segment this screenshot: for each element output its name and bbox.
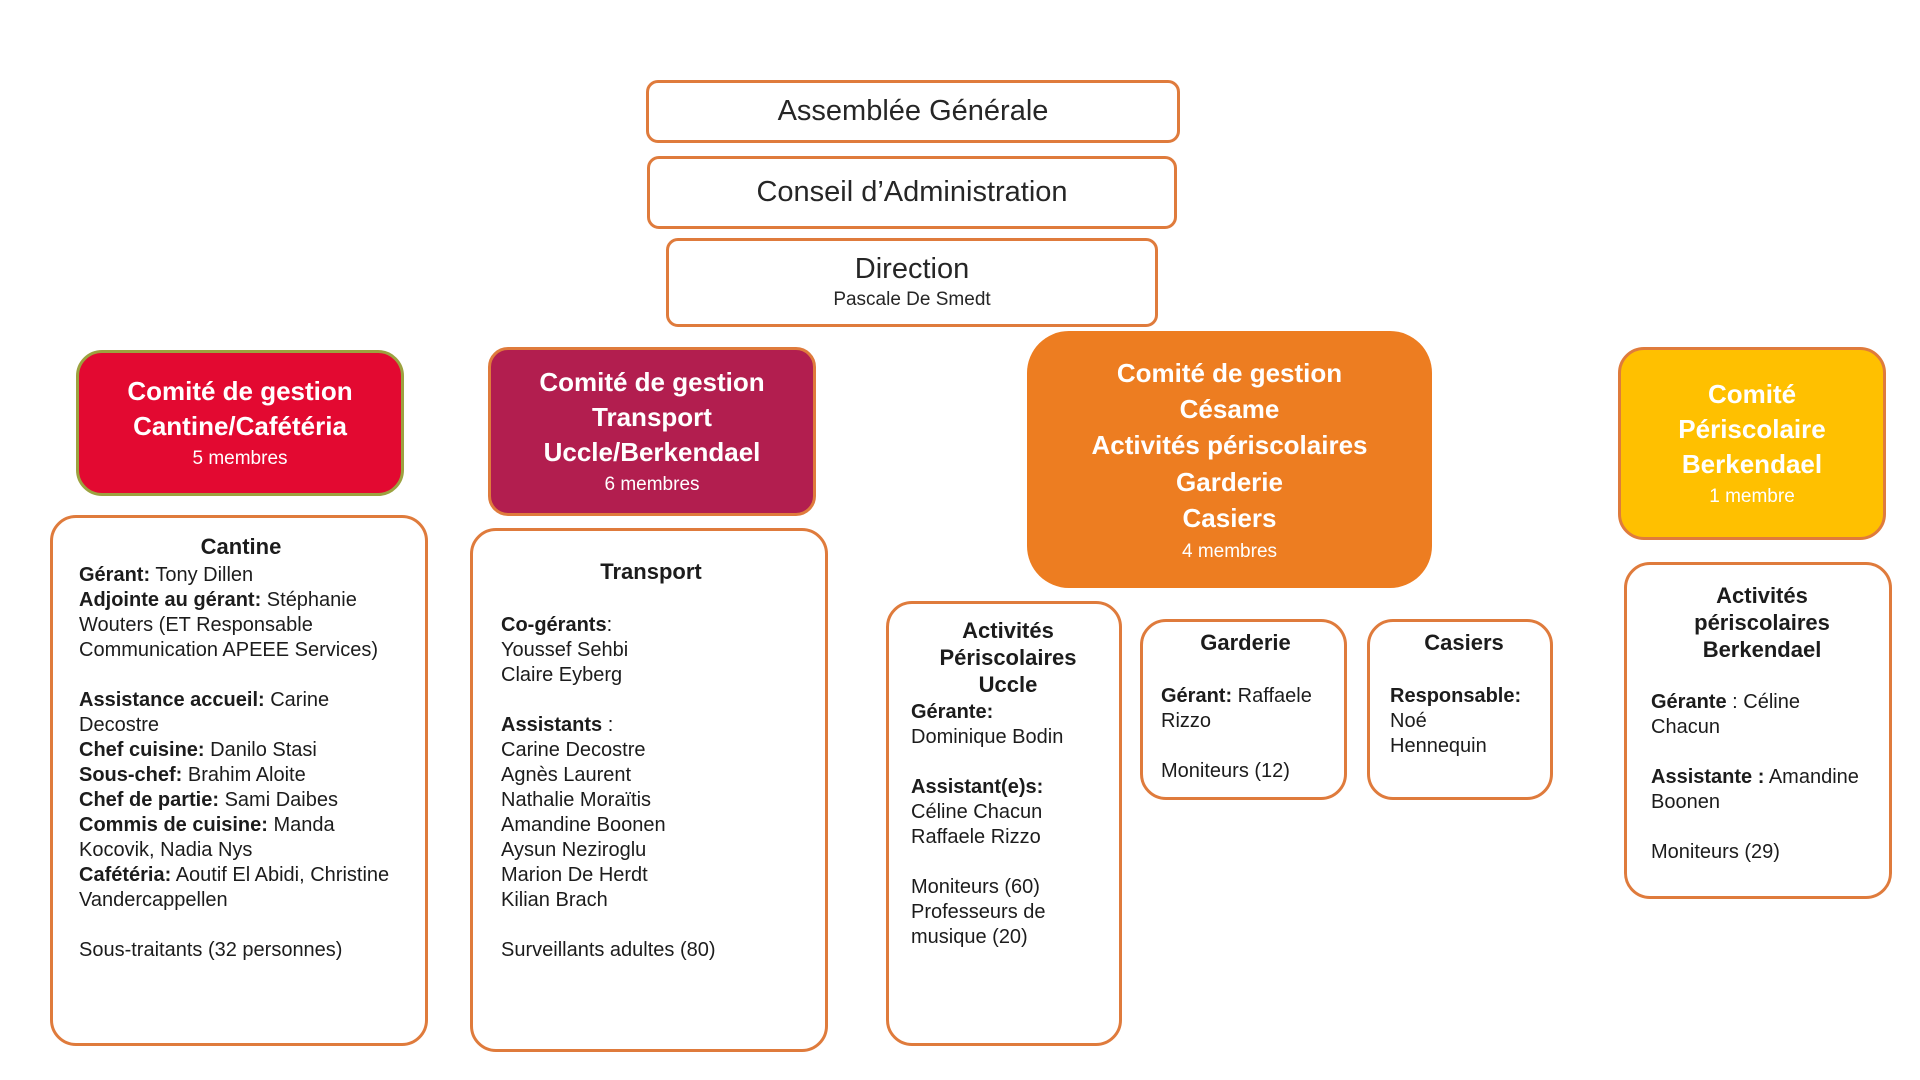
title-line: Périscolaire <box>1678 414 1826 445</box>
detail-row: Céline Chacun <box>911 801 1043 824</box>
detail-row: Raffaele Rizzo <box>911 826 1041 849</box>
title-line: Berkendael <box>1681 449 1823 480</box>
detail-row <box>501 913 801 938</box>
comite-cantine-cafeteria-box <box>76 350 404 496</box>
casiers-box <box>1367 619 1553 800</box>
detail-row: Hennequin <box>1390 734 1487 757</box>
ap-uccle-body <box>911 700 1105 950</box>
direction-name: Pascale De Smedt <box>833 288 991 310</box>
detail-row: Adjointe au gérant: Stéphanie Wouters (ET Responsable Communication APEEE Services) <box>79 588 379 661</box>
ap-berkendael-body <box>1651 665 1873 865</box>
title-line: Activités périscolaires <box>1091 430 1368 461</box>
title-line: Césame <box>1179 394 1280 425</box>
title-line: Périscolaires <box>939 644 1077 670</box>
title-line: Garderie <box>1200 630 1291 655</box>
assemblee-generale-title: Assemblée Générale <box>777 94 1049 127</box>
title-line: Cantine/Cafétéria <box>133 411 347 442</box>
detail-row <box>1651 740 1873 765</box>
ap-berkendael-title <box>1651 583 1873 663</box>
title-line: Cantine <box>200 534 282 559</box>
detail-row: Amandine Boonen <box>501 813 666 836</box>
title-line: Activités <box>1716 583 1808 608</box>
activites-periscolaires-uccle-box <box>886 601 1122 1046</box>
ap-uccle-title <box>911 618 1105 698</box>
detail-row: Cafétéria: Aoutif El Abidi, Christine Vandercappellen <box>79 863 390 911</box>
detail-row <box>1651 815 1873 840</box>
activites-periscolaires-berkendael-box <box>1624 562 1892 899</box>
comite-transport-members: 6 membres <box>604 474 700 496</box>
detail-row: Responsable: <box>1390 684 1522 707</box>
assemblee-generale-box <box>646 80 1180 143</box>
casiers-title <box>1390 630 1538 657</box>
detail-row: Gérant: Raffaele Rizzo <box>1161 684 1312 732</box>
title-line: Transport <box>592 402 712 433</box>
casiers-body <box>1390 659 1538 759</box>
comite-periscolaire-berkendael-box <box>1618 347 1886 540</box>
detail-row: Chef de partie: Sami Daibes <box>79 788 338 811</box>
title-line: Berkendael <box>1702 636 1822 662</box>
garderie-box <box>1140 619 1347 800</box>
detail-row <box>501 688 801 713</box>
garderie-body <box>1161 659 1330 784</box>
detail-row: Assistants : <box>501 713 614 736</box>
title-line: Uccle/Berkendael <box>543 437 761 468</box>
title-line: périscolaires <box>1694 609 1830 635</box>
detail-row <box>1390 659 1538 684</box>
detail-row: Marion De Herdt <box>501 863 648 886</box>
comite-berkendael-members: 1 membre <box>1709 486 1795 508</box>
detail-row: Youssef Sehbi <box>501 638 629 661</box>
detail-row: Moniteurs (12) <box>1161 759 1290 782</box>
direction-box <box>666 238 1158 327</box>
garderie-title <box>1161 630 1330 657</box>
title-line: Uccle <box>978 671 1038 697</box>
detail-row: Aysun Neziroglu <box>501 838 647 861</box>
direction-title: Direction <box>854 253 970 286</box>
detail-row: Gérante: <box>911 701 994 724</box>
title-line: Comité <box>1707 379 1797 410</box>
detail-row: Assistant(e)s: <box>911 776 1044 799</box>
cantine-box <box>50 515 428 1046</box>
detail-row: Carine Decostre <box>501 738 646 761</box>
detail-row: Dominique Bodin <box>911 726 1064 749</box>
conseil-administration-box <box>647 156 1177 229</box>
detail-row: Gérante : Céline Chacun <box>1651 691 1800 739</box>
comite-cantine-members: 5 membres <box>192 448 288 470</box>
detail-row: Assistance accueil: Carine Decostre <box>79 688 330 736</box>
transport-box <box>470 528 828 1052</box>
detail-row <box>1651 665 1873 690</box>
detail-row: Sous-traitants (32 personnes) <box>79 938 343 961</box>
comite-cesame-title <box>1091 355 1367 537</box>
title-line: Activités <box>962 618 1054 643</box>
title-line: Casiers <box>1182 503 1277 534</box>
detail-row <box>1161 659 1330 684</box>
detail-row <box>501 588 801 613</box>
title-line: Transport <box>600 559 702 584</box>
detail-row <box>79 663 403 688</box>
detail-row <box>911 750 1105 775</box>
detail-row: Nathalie Moraïtis <box>501 788 652 811</box>
detail-row <box>79 913 403 938</box>
title-line: Comité de gestion <box>1116 357 1343 388</box>
detail-row: Moniteurs (29) <box>1651 841 1780 864</box>
title-line: Comité de gestion <box>127 376 353 407</box>
comite-transport-title <box>539 365 764 470</box>
transport-title <box>501 559 801 586</box>
detail-row <box>1161 734 1330 759</box>
comite-berkendael-title <box>1678 377 1825 482</box>
title-line: Garderie <box>1176 466 1283 497</box>
detail-row: Surveillants adultes (80) <box>501 938 716 961</box>
detail-row <box>911 850 1105 875</box>
conseil-administration-title: Conseil d’Administration <box>756 175 1068 208</box>
cantine-body <box>79 563 403 963</box>
detail-row: Gérant: Tony Dillen <box>79 563 254 586</box>
transport-body <box>501 588 801 963</box>
detail-row: Noé <box>1390 709 1427 732</box>
detail-row: Sous-chef: Brahim Aloite <box>79 763 306 786</box>
detail-row: Assistante : Amandine Boonen <box>1651 766 1859 814</box>
detail-row: Commis de cuisine: Manda Kocovik, Nadia Nys <box>79 813 335 861</box>
comite-transport-box <box>488 347 816 516</box>
detail-row: Kilian Brach <box>501 888 608 911</box>
comite-cesame-members: 4 membres <box>1181 540 1278 562</box>
detail-row: Agnès Laurent <box>501 763 632 786</box>
detail-row: Co-gérants: <box>501 613 613 636</box>
cantine-title <box>79 534 403 561</box>
detail-row: Moniteurs (60) <box>911 876 1040 899</box>
detail-row: Professeurs de musique (20) <box>911 901 1046 949</box>
comite-cesame-box <box>1027 331 1432 588</box>
title-line: Comité de gestion <box>539 367 765 398</box>
detail-row: Claire Eyberg <box>501 663 623 686</box>
comite-cantine-title <box>127 374 352 444</box>
title-line: Casiers <box>1424 630 1504 655</box>
detail-row: Chef cuisine: Danilo Stasi <box>79 738 317 761</box>
